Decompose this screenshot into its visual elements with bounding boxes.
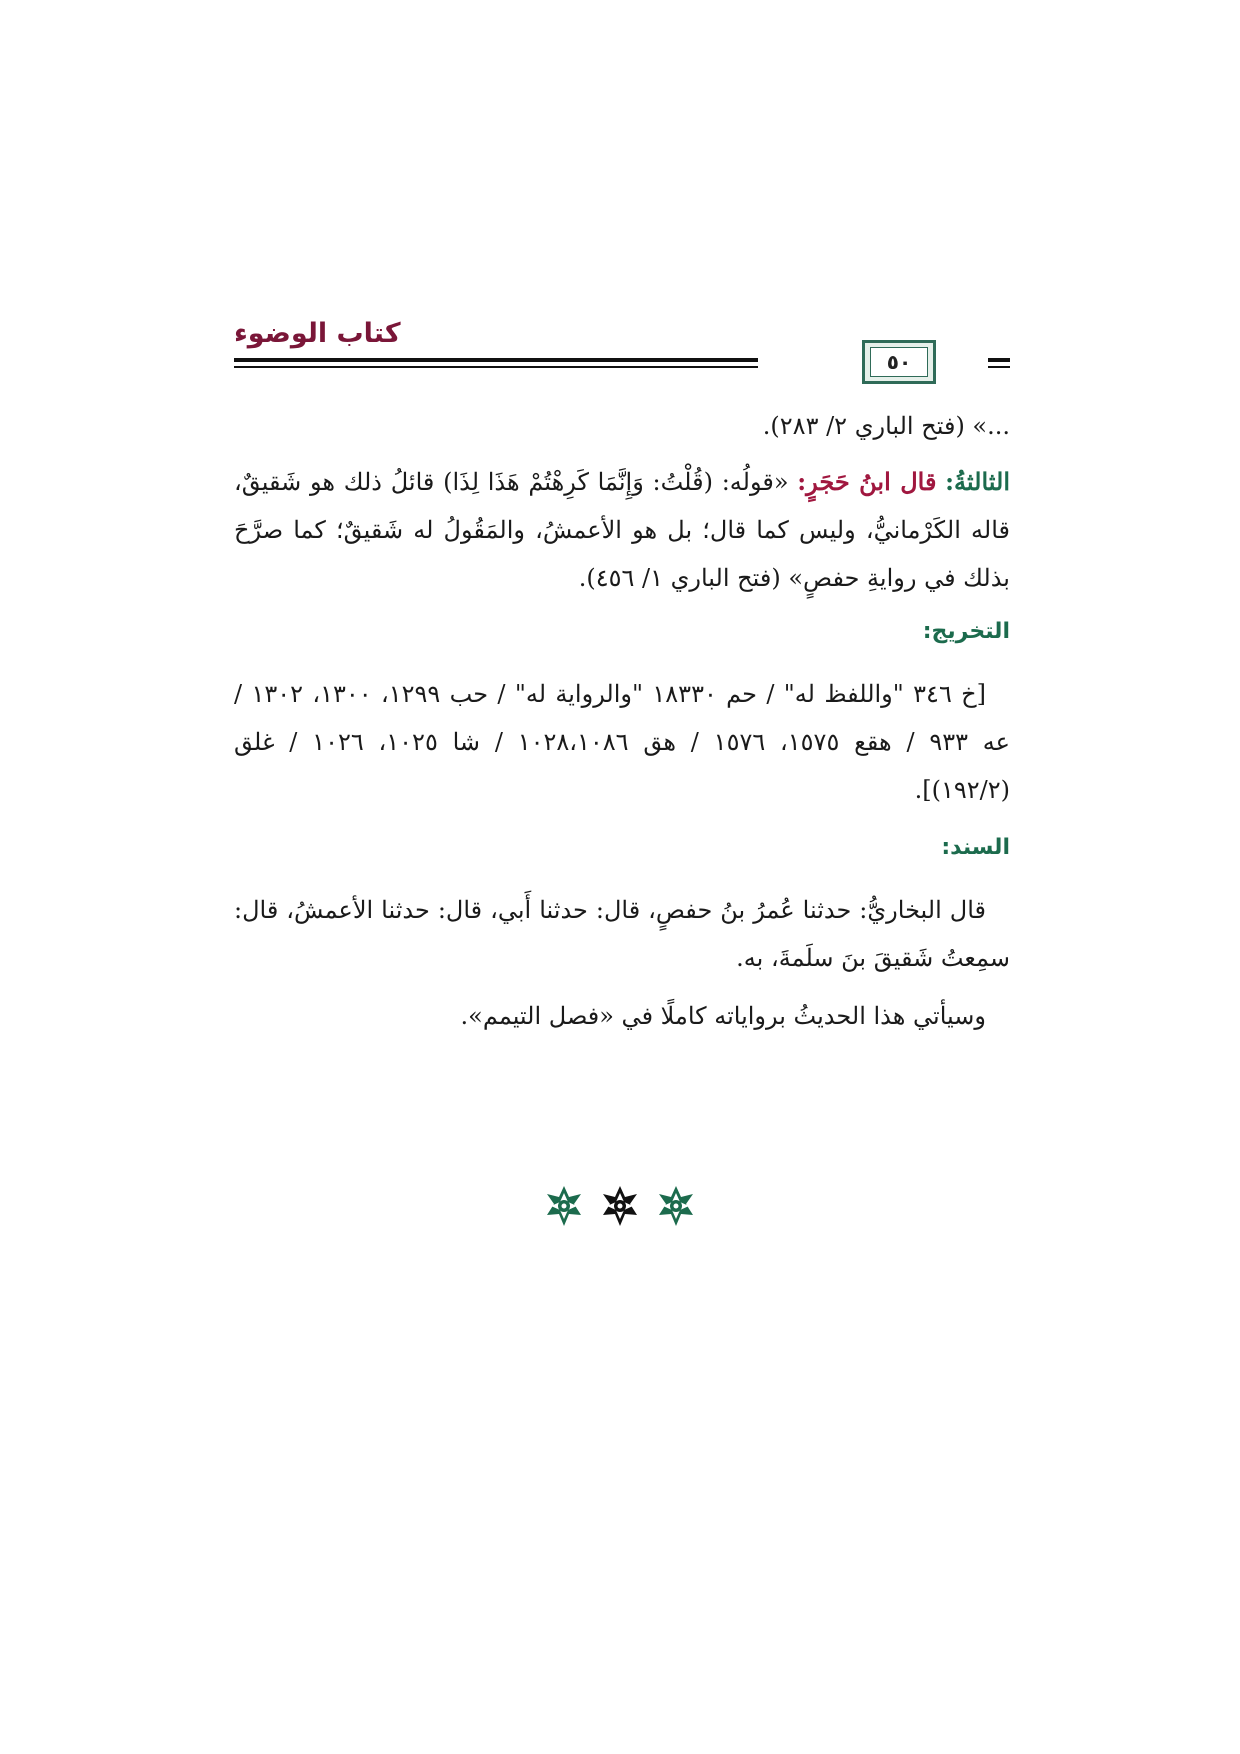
paragraph-third-point bbox=[234, 458, 1010, 602]
paragraph-continuation: ...» (فتح الباري ٢/ ٢٨٣). bbox=[762, 412, 1010, 440]
page-number-frame bbox=[870, 347, 928, 377]
sanad-heading: السند: bbox=[941, 835, 1010, 860]
sanad-text: قال البخاريُّ: حدثنا عُمرُ بنُ حفصٍ، قال: حدثنا أَبي، قال: حدثنا الأعمشُ، قال: سمِعتُ شَقيقَ بنَ سلَمةَ، به. bbox=[234, 896, 1010, 972]
header-rule-short bbox=[988, 358, 1010, 362]
ornament-star-black-icon bbox=[599, 1185, 641, 1227]
author-name: قال ابنُ حَجَرٍ: bbox=[797, 467, 937, 496]
header-rule-short-thin bbox=[988, 366, 1010, 368]
paragraph-third-point-text: «قولُه: (قُلْتُ: وَإِنَّمَا كَرِهْتُمْ هَذَا لِذَا) قائلُ ذلك هو شَقيقٌ، قاله الكَرْمانيُّ، وليس كما قال؛ بل هو الأعمشُ، والمَقُولُ له شَقيقٌ؛ كما صرَّحَ بذلك في روايةِ حفصٍ» (فتح الباري ١/ ٤٥٦). bbox=[234, 468, 1010, 592]
chapter-title: كتاب الوضوء bbox=[234, 318, 401, 349]
takhrij-heading: التخريج: bbox=[922, 619, 1010, 644]
section-end-ornaments bbox=[0, 1185, 1240, 1245]
closing-text: وسيأتي هذا الحديثُ برواياته كاملًا في «فصل التيمم». bbox=[460, 1002, 986, 1030]
header-rule bbox=[234, 358, 758, 362]
page-number: ٥٠ bbox=[886, 350, 912, 374]
takhrij-text: [خ ٣٤٦ "واللفظ له" / حم ١٨٣٣٠ "والرواية له" / حب ١٢٩٩، ١٣٠٠، ١٣٠٢ / عه ٩٣٣ / هقع ١٥٧٥، ١٥٧٦ / هق ١٠٢٨،١٠٨٦ / شا ١٠٢٥، ١٠٢٦ / غلق (١٩٢/٢)]. bbox=[234, 680, 1010, 804]
ornament-star-green-icon bbox=[655, 1185, 697, 1227]
point-label: الثالثةُ: bbox=[945, 467, 1010, 496]
page-number-badge bbox=[862, 340, 936, 384]
page-header bbox=[234, 318, 1010, 386]
header-rule-thin bbox=[234, 366, 758, 368]
ornament-star-green-icon bbox=[543, 1185, 585, 1227]
page-body bbox=[234, 402, 1010, 1040]
